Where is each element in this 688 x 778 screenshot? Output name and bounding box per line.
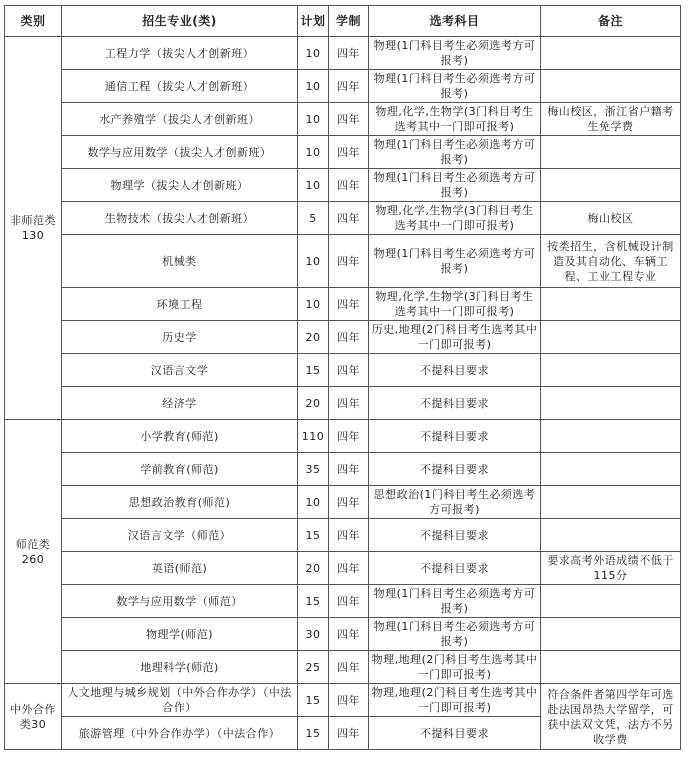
enrollment-table xyxy=(4,5,681,750)
plan-cell: 10 xyxy=(298,235,329,288)
plan-cell: 30 xyxy=(298,618,329,651)
subjects-cell: 物理(1门科目考生必须选考方可报考) xyxy=(369,136,541,169)
subjects-cell: 不提科目要求 xyxy=(369,519,541,552)
subjects-cell: 不提科目要求 xyxy=(369,420,541,453)
note-cell xyxy=(541,136,681,169)
note-cell xyxy=(541,70,681,103)
subjects-cell: 历史,地理(2门科目考生选考其中一门即可报考) xyxy=(369,321,541,354)
table-row xyxy=(5,70,681,103)
plan-cell: 10 xyxy=(298,486,329,519)
duration-cell: 四年 xyxy=(329,519,369,552)
major-cell: 英语(师范) xyxy=(62,552,298,585)
duration-cell: 四年 xyxy=(329,552,369,585)
header-major: 招生专业(类) xyxy=(62,6,298,37)
table-row xyxy=(5,321,681,354)
plan-cell: 10 xyxy=(298,136,329,169)
table-row xyxy=(5,453,681,486)
note-cell xyxy=(541,519,681,552)
table-row xyxy=(5,552,681,585)
note-cell: 按类招生，含机械设计制造及其自动化、车辆工程、工业工程专业 xyxy=(541,235,681,288)
plan-cell: 20 xyxy=(298,387,329,420)
plan-cell: 15 xyxy=(298,717,329,750)
duration-cell: 四年 xyxy=(329,169,369,202)
major-cell: 通信工程（拔尖人才创新班） xyxy=(62,70,298,103)
note-cell xyxy=(541,288,681,321)
major-cell: 机械类 xyxy=(62,235,298,288)
table-row xyxy=(5,486,681,519)
subjects-cell: 物理(1门科目考生必须选考方可报考) xyxy=(369,235,541,288)
category-name: 非师范类 xyxy=(10,214,56,227)
plan-cell: 10 xyxy=(298,169,329,202)
plan-cell: 20 xyxy=(298,321,329,354)
note-cell xyxy=(541,585,681,618)
major-cell: 环境工程 xyxy=(62,288,298,321)
major-cell: 历史学 xyxy=(62,321,298,354)
table-row xyxy=(5,651,681,684)
note-cell xyxy=(541,486,681,519)
major-cell: 水产养殖学（拔尖人才创新班） xyxy=(62,103,298,136)
note-cell: 梅山校区 xyxy=(541,202,681,235)
note-cell xyxy=(541,354,681,387)
plan-cell: 10 xyxy=(298,37,329,70)
note-cell: 符合条件者第四学年可选赴法国昂热大学留学，可获中法双文凭，法方不另收学费 xyxy=(541,684,681,750)
duration-cell: 四年 xyxy=(329,103,369,136)
plan-cell: 15 xyxy=(298,585,329,618)
category-name: 师范类 xyxy=(15,537,51,551)
header-duration: 学制 xyxy=(329,6,369,37)
major-cell: 物理学(师范) xyxy=(62,618,298,651)
duration-cell: 四年 xyxy=(329,618,369,651)
subjects-cell: 物理,地理(2门科目考生选考其中一门即可报考) xyxy=(369,651,541,684)
note-cell xyxy=(541,387,681,420)
subjects-cell: 物理(1门科目考生必须选考方可报考) xyxy=(369,169,541,202)
subjects-cell: 物理(1门科目考生必须选考方可报考) xyxy=(369,585,541,618)
category-cell xyxy=(5,37,62,420)
table-row xyxy=(5,235,681,288)
plan-cell: 15 xyxy=(298,354,329,387)
header-notes: 备注 xyxy=(541,6,681,37)
header-subjects: 选考科目 xyxy=(369,6,541,37)
subjects-cell: 物理(1门科目考生必须选考方可报考) xyxy=(369,70,541,103)
major-cell: 数学与应用数学（拔尖人才创新班） xyxy=(62,136,298,169)
plan-cell: 10 xyxy=(298,288,329,321)
category-name: 中外合作类 xyxy=(10,702,56,731)
table-row xyxy=(5,103,681,136)
subjects-cell: 物理,化学,生物学(3门科目考生选考其中一门即可报考) xyxy=(369,202,541,235)
duration-cell: 四年 xyxy=(329,420,369,453)
major-cell: 物理学（拔尖人才创新班） xyxy=(62,169,298,202)
note-cell: 要求高考外语成绩不低于115分 xyxy=(541,552,681,585)
duration-cell: 四年 xyxy=(329,37,369,70)
major-cell: 工程力学（拔尖人才创新班） xyxy=(62,37,298,70)
major-cell: 生物技术（拔尖人才创新班） xyxy=(62,202,298,235)
duration-cell: 四年 xyxy=(329,288,369,321)
plan-cell: 20 xyxy=(298,552,329,585)
table-row xyxy=(5,684,681,717)
note-cell xyxy=(541,169,681,202)
note-cell: 梅山校区，浙江省户籍考生免学费 xyxy=(541,103,681,136)
major-cell: 汉语言文学 xyxy=(62,354,298,387)
category-total: 130 xyxy=(21,229,45,242)
subjects-cell: 思想政治(1门科目考生必须选考方可报考) xyxy=(369,486,541,519)
table-row xyxy=(5,169,681,202)
plan-cell: 5 xyxy=(298,202,329,235)
subjects-cell: 物理,化学,生物学(3门科目考生选考其中一门即可报考) xyxy=(369,103,541,136)
note-cell xyxy=(541,420,681,453)
note-cell xyxy=(541,321,681,354)
category-cell xyxy=(5,420,62,684)
duration-cell: 四年 xyxy=(329,70,369,103)
duration-cell: 四年 xyxy=(329,354,369,387)
subjects-cell: 不提科目要求 xyxy=(369,717,541,750)
plan-cell: 25 xyxy=(298,651,329,684)
duration-cell: 四年 xyxy=(329,202,369,235)
major-cell: 思想政治教育(师范) xyxy=(62,486,298,519)
plan-cell: 10 xyxy=(298,70,329,103)
subjects-cell: 不提科目要求 xyxy=(369,354,541,387)
subjects-cell: 不提科目要求 xyxy=(369,552,541,585)
table-row xyxy=(5,519,681,552)
table-row xyxy=(5,618,681,651)
category-total: 260 xyxy=(21,552,45,566)
table-row xyxy=(5,354,681,387)
major-cell: 数学与应用数学（师范） xyxy=(62,585,298,618)
major-cell: 地理科学(师范) xyxy=(62,651,298,684)
duration-cell: 四年 xyxy=(329,321,369,354)
duration-cell: 四年 xyxy=(329,136,369,169)
duration-cell: 四年 xyxy=(329,235,369,288)
table-row xyxy=(5,387,681,420)
major-cell: 学前教育(师范) xyxy=(62,453,298,486)
subjects-cell: 物理,化学,生物学(3门科目考生选考其中一门即可报考) xyxy=(369,288,541,321)
subjects-cell: 物理(1门科目考生必须选考方可报考) xyxy=(369,37,541,70)
table-row xyxy=(5,37,681,70)
plan-cell: 35 xyxy=(298,453,329,486)
duration-cell: 四年 xyxy=(329,387,369,420)
table-row xyxy=(5,585,681,618)
major-cell: 汉语言文学（师范） xyxy=(62,519,298,552)
major-cell: 经济学 xyxy=(62,387,298,420)
note-cell xyxy=(541,651,681,684)
header-category: 类别 xyxy=(5,6,62,37)
note-cell xyxy=(541,37,681,70)
duration-cell: 四年 xyxy=(329,717,369,750)
category-total: 30 xyxy=(31,717,47,731)
major-cell: 人文地理与城乡规划（中外合作办学）（中法合作） xyxy=(62,684,298,717)
table-row xyxy=(5,202,681,235)
major-cell: 小学教育(师范) xyxy=(62,420,298,453)
duration-cell: 四年 xyxy=(329,651,369,684)
subjects-cell: 不提科目要求 xyxy=(369,387,541,420)
major-cell: 旅游管理（中外合作办学）（中法合作） xyxy=(62,717,298,750)
plan-cell: 15 xyxy=(298,519,329,552)
header-row xyxy=(5,6,681,37)
table-row xyxy=(5,420,681,453)
duration-cell: 四年 xyxy=(329,585,369,618)
note-cell xyxy=(541,453,681,486)
plan-cell: 110 xyxy=(298,420,329,453)
subjects-cell: 不提科目要求 xyxy=(369,453,541,486)
header-plan: 计划 xyxy=(298,6,329,37)
table-row xyxy=(5,136,681,169)
plan-cell: 10 xyxy=(298,103,329,136)
subjects-cell: 物理(1门科目考生必须选考方可报考) xyxy=(369,618,541,651)
duration-cell: 四年 xyxy=(329,453,369,486)
note-cell xyxy=(541,618,681,651)
category-cell xyxy=(5,684,62,750)
duration-cell: 四年 xyxy=(329,684,369,717)
table-row xyxy=(5,288,681,321)
plan-cell: 15 xyxy=(298,684,329,717)
subjects-cell: 物理,地理(2门科目考生选考其中一门即可报考) xyxy=(369,684,541,717)
duration-cell: 四年 xyxy=(329,486,369,519)
